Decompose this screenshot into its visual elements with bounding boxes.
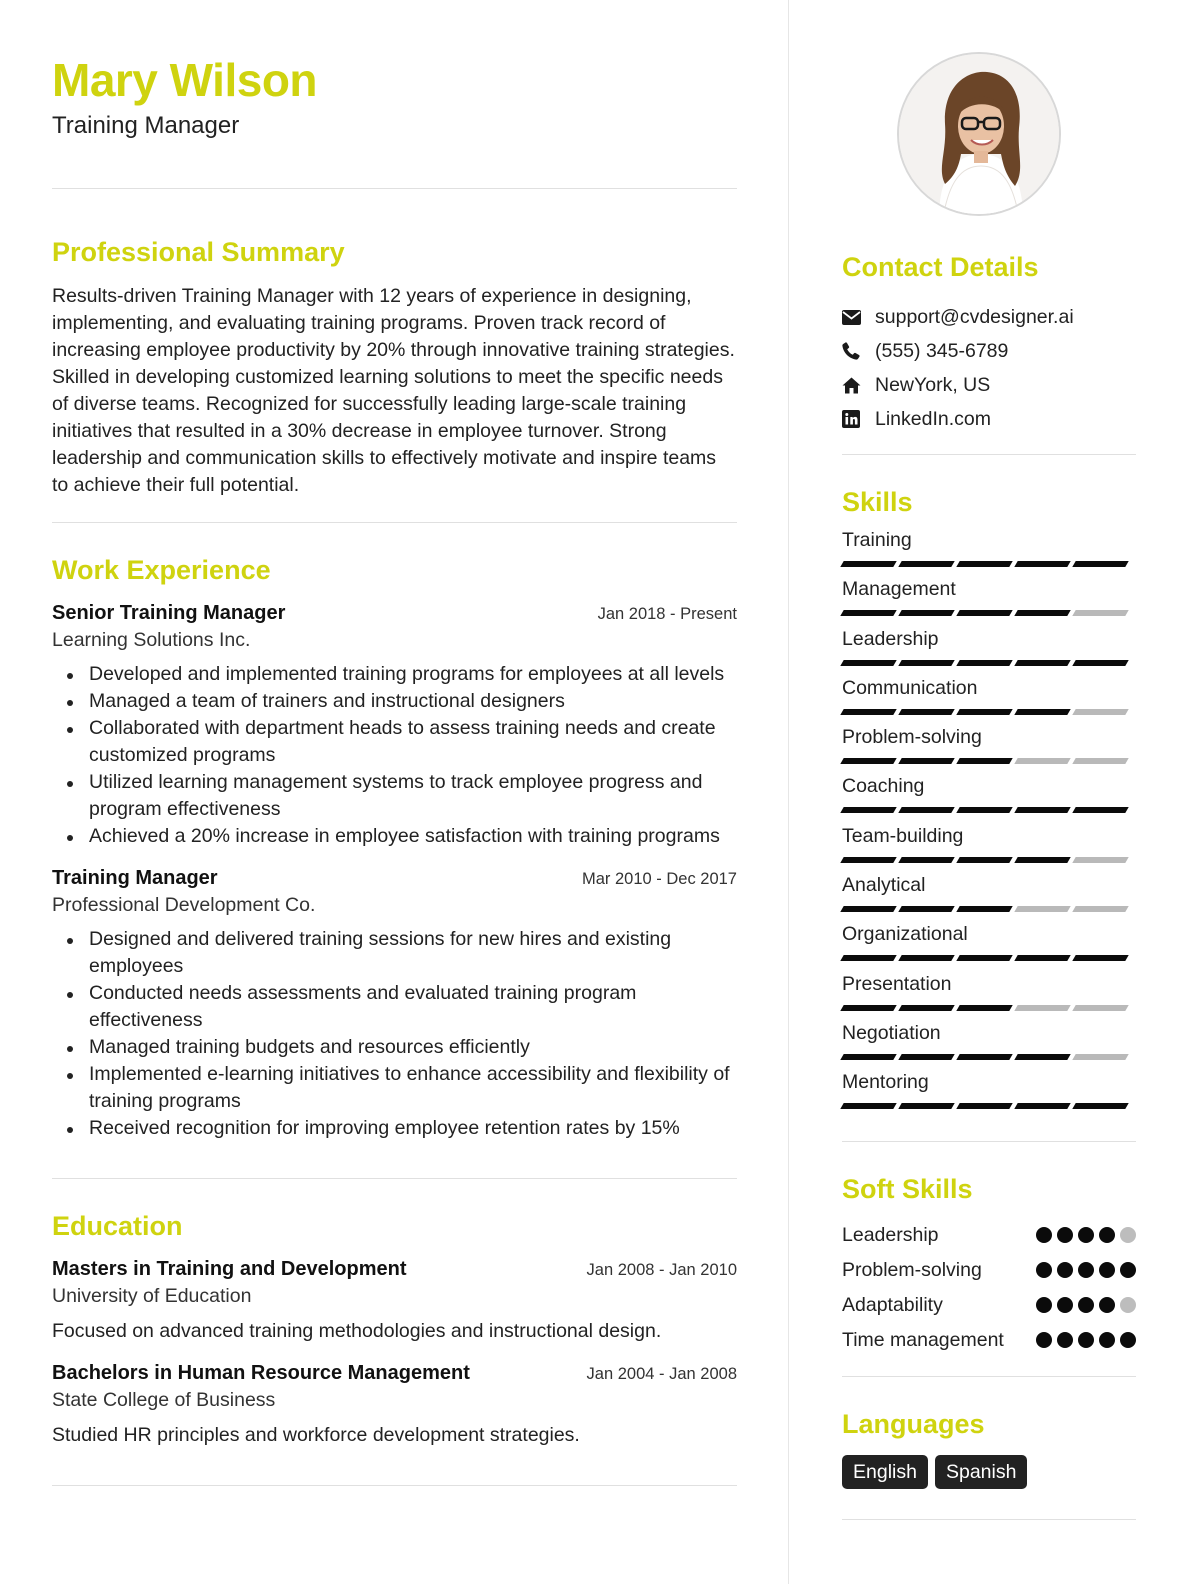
education-entry xyxy=(52,1359,737,1449)
degree: Bachelors in Human Resource Management xyxy=(52,1362,470,1384)
education-dates: Jan 2004 - Jan 2008 xyxy=(586,1365,737,1383)
list-item: Implemented e-learning initiatives to enhance accessibility and flexibility of training programs xyxy=(52,1061,737,1115)
skill-segment-filled xyxy=(1014,1054,1070,1060)
candidate-name: Mary Wilson xyxy=(52,54,318,106)
skill-segment-filled xyxy=(1014,561,1070,567)
skill-segment-filled xyxy=(1014,857,1070,863)
soft-skills-heading: Soft Skills xyxy=(842,1173,973,1204)
soft-skill-label: Leadership xyxy=(842,1223,939,1246)
rating-dot-filled xyxy=(1078,1227,1094,1243)
education-header xyxy=(52,1255,737,1283)
skill-segment-filled xyxy=(898,709,954,715)
divider xyxy=(842,1141,1136,1142)
skill-segment-empty xyxy=(1014,1005,1070,1011)
skill-segment-filled xyxy=(1072,660,1128,666)
skill-segment-filled xyxy=(898,660,954,666)
job-header xyxy=(52,599,737,627)
skill-segment-filled xyxy=(840,1103,896,1109)
skill-segment-filled xyxy=(956,758,1012,764)
skill-label: Team-building xyxy=(842,824,964,847)
skill-label: Training xyxy=(842,529,912,551)
rating-dot-filled xyxy=(1120,1332,1136,1348)
skill-segment-empty xyxy=(1014,906,1070,912)
skill-segment-filled xyxy=(840,857,896,863)
divider xyxy=(842,454,1136,455)
skill-segment-filled xyxy=(840,807,896,813)
skill-item xyxy=(842,626,1136,675)
skill-segment-filled xyxy=(898,906,954,912)
skill-label: Analytical xyxy=(842,874,926,897)
summary-heading: Professional Summary xyxy=(52,237,345,267)
skill-label: Problem-solving xyxy=(842,726,982,749)
skill-label: Coaching xyxy=(842,775,925,798)
contact-location xyxy=(842,368,1136,402)
column-divider xyxy=(788,0,789,1584)
candidate-title: Training Manager xyxy=(52,112,240,139)
skill-segment-filled xyxy=(956,1103,1012,1109)
list-item: Conducted needs assessments and evaluated training program effectiveness xyxy=(52,980,737,1034)
contact-linkedin[interactable] xyxy=(842,402,1136,436)
skill-segment-filled xyxy=(1014,807,1070,813)
skill-label: Organizational xyxy=(842,923,968,946)
divider xyxy=(842,1376,1136,1377)
skill-segment-filled xyxy=(898,610,954,616)
rating-dot-filled xyxy=(1099,1262,1115,1278)
job-entry xyxy=(52,864,737,1142)
skill-item xyxy=(842,823,1136,872)
skill-level-bar xyxy=(842,955,1136,961)
job-bullets xyxy=(52,661,737,850)
list-item: Collaborated with department heads to assess training needs and create customized programs xyxy=(52,715,737,769)
job-company: Learning Solutions Inc. xyxy=(52,629,251,651)
education-header xyxy=(52,1359,737,1387)
rating-dot-filled xyxy=(1099,1297,1115,1313)
rating-dot-filled xyxy=(1036,1297,1052,1313)
soft-skill-label: Problem-solving xyxy=(842,1258,982,1281)
skill-segment-empty xyxy=(1072,758,1128,764)
profile-photo xyxy=(897,52,1061,216)
school: State College of Business xyxy=(52,1389,276,1411)
skill-segment-empty xyxy=(1072,906,1128,912)
list-item: Achieved a 20% increase in employee satisfaction with training programs xyxy=(52,823,737,850)
skill-segment-filled xyxy=(840,955,896,961)
education-entry xyxy=(52,1255,737,1345)
job-dates: Mar 2010 - Dec 2017 xyxy=(581,870,737,888)
skills-heading: Skills xyxy=(842,487,913,517)
skills-list xyxy=(842,527,1136,1119)
divider xyxy=(52,522,737,523)
soft-skill-label: Adaptability xyxy=(842,1293,943,1316)
degree: Masters in Training and Development xyxy=(52,1258,407,1280)
skill-segment-filled xyxy=(956,906,1012,912)
linkedin-icon xyxy=(842,410,875,428)
rating-dot-filled xyxy=(1078,1262,1094,1278)
skill-segment-filled xyxy=(956,1054,1012,1060)
skill-item xyxy=(842,724,1136,773)
job-role: Senior Training Manager xyxy=(52,602,286,624)
rating-dot-filled xyxy=(1057,1227,1073,1243)
skill-label: Communication xyxy=(842,676,978,699)
skill-segment-empty xyxy=(1072,709,1128,715)
soft-skill-label: Time management xyxy=(842,1328,1004,1351)
rating-dot-filled xyxy=(1078,1297,1094,1313)
languages-heading: Languages xyxy=(842,1408,985,1439)
skill-segment-filled xyxy=(840,709,896,715)
soft-skill-item xyxy=(842,1222,1136,1249)
skill-level-bar xyxy=(842,1103,1136,1109)
school: University of Education xyxy=(52,1285,252,1307)
soft-skill-rating xyxy=(1036,1297,1136,1313)
skill-segment-filled xyxy=(898,561,954,567)
skill-segment-filled xyxy=(1014,1103,1070,1109)
skill-item xyxy=(842,872,1136,921)
skill-item xyxy=(842,921,1136,970)
profile-photo-image xyxy=(899,54,1061,216)
skill-segment-filled xyxy=(956,1005,1012,1011)
job-entry xyxy=(52,599,737,850)
rating-dot-filled xyxy=(1057,1297,1073,1313)
skill-segment-filled xyxy=(956,610,1012,616)
rating-dot-filled xyxy=(1057,1332,1073,1348)
skill-segment-filled xyxy=(956,807,1012,813)
skill-segment-filled xyxy=(956,955,1012,961)
envelope-icon xyxy=(842,310,875,325)
skill-segment-empty xyxy=(1072,1005,1128,1011)
skill-segment-empty xyxy=(1072,610,1128,616)
rating-dot-filled xyxy=(1036,1262,1052,1278)
skill-segment-empty xyxy=(1072,1054,1128,1060)
contact-phone[interactable] xyxy=(842,334,1136,368)
skill-label: Management xyxy=(842,578,956,601)
soft-skills-list xyxy=(842,1222,1136,1354)
education-dates: Jan 2008 - Jan 2010 xyxy=(586,1261,737,1279)
list-item: Developed and implemented training programs for employees at all levels xyxy=(52,661,737,688)
contact-heading: Contact Details xyxy=(842,252,1039,282)
education-heading: Education xyxy=(52,1211,183,1241)
job-role: Training Manager xyxy=(52,867,218,889)
skill-level-bar xyxy=(842,610,1136,616)
divider xyxy=(52,1485,737,1486)
skill-item xyxy=(842,576,1136,625)
experience-heading: Work Experience xyxy=(52,555,271,585)
job-company: Professional Development Co. xyxy=(52,894,316,916)
skill-segment-filled xyxy=(1014,660,1070,666)
skill-label: Negotiation xyxy=(842,1021,941,1044)
rating-dot-filled xyxy=(1036,1227,1052,1243)
divider xyxy=(52,188,737,189)
skill-segment-filled xyxy=(1072,561,1128,567)
skill-item xyxy=(842,773,1136,822)
skill-label: Leadership xyxy=(842,627,939,650)
skill-segment-filled xyxy=(898,857,954,863)
rating-dot-filled xyxy=(1099,1332,1115,1348)
rating-dot-empty xyxy=(1120,1297,1136,1313)
sidebar xyxy=(842,52,1136,1520)
skill-item xyxy=(842,1069,1136,1118)
contact-email-text: support@cvdesigner.ai xyxy=(875,305,1074,328)
skill-segment-filled xyxy=(956,857,1012,863)
skill-segment-empty xyxy=(1072,857,1128,863)
skill-level-bar xyxy=(842,807,1136,813)
skill-segment-filled xyxy=(898,758,954,764)
languages-list xyxy=(842,1455,1136,1489)
skill-item xyxy=(842,675,1136,724)
education-description: Studied HR principles and workforce development strategies. xyxy=(52,1424,580,1446)
skill-segment-filled xyxy=(840,660,896,666)
contact-location-text: NewYork, US xyxy=(875,373,991,396)
skill-item xyxy=(842,971,1136,1020)
skill-segment-filled xyxy=(898,1103,954,1109)
job-dates: Jan 2018 - Present xyxy=(597,605,737,623)
soft-skill-rating xyxy=(1036,1262,1136,1278)
skill-segment-filled xyxy=(840,1054,896,1060)
contact-email[interactable] xyxy=(842,300,1136,334)
list-item: Received recognition for improving employee retention rates by 15% xyxy=(52,1115,737,1142)
skill-level-bar xyxy=(842,906,1136,912)
main-column xyxy=(52,52,737,1486)
skill-segment-filled xyxy=(840,758,896,764)
list-item: Managed a team of trainers and instructional designers xyxy=(52,688,737,715)
skill-segment-filled xyxy=(956,561,1012,567)
rating-dot-filled xyxy=(1099,1227,1115,1243)
language-chip: Spanish xyxy=(935,1455,1027,1489)
skill-segment-filled xyxy=(898,955,954,961)
contact-phone-text: (555) 345-6789 xyxy=(875,339,1009,362)
job-bullets xyxy=(52,926,737,1142)
soft-skill-rating xyxy=(1036,1227,1136,1243)
skill-level-bar xyxy=(842,1054,1136,1060)
skill-segment-filled xyxy=(956,660,1012,666)
contact-linkedin-text: LinkedIn.com xyxy=(875,407,991,430)
divider xyxy=(842,1519,1136,1520)
skill-level-bar xyxy=(842,758,1136,764)
skill-segment-filled xyxy=(840,561,896,567)
rating-dot-filled xyxy=(1120,1262,1136,1278)
rating-dot-filled xyxy=(1036,1332,1052,1348)
skill-level-bar xyxy=(842,1005,1136,1011)
soft-skill-item xyxy=(842,1292,1136,1319)
skill-segment-empty xyxy=(1014,758,1070,764)
skill-segment-filled xyxy=(840,610,896,616)
language-chip: English xyxy=(842,1455,928,1489)
skill-item xyxy=(842,1020,1136,1069)
rating-dot-empty xyxy=(1120,1227,1136,1243)
skill-segment-filled xyxy=(956,709,1012,715)
skill-segment-filled xyxy=(1014,610,1070,616)
skill-item xyxy=(842,527,1136,576)
home-icon xyxy=(842,377,875,394)
contact-list xyxy=(842,300,1136,436)
skill-level-bar xyxy=(842,709,1136,715)
skill-segment-filled xyxy=(1072,807,1128,813)
skill-level-bar xyxy=(842,857,1136,863)
soft-skill-item xyxy=(842,1257,1136,1284)
phone-icon xyxy=(842,342,875,360)
list-item: Designed and delivered training sessions for new hires and existing employees xyxy=(52,926,737,980)
rating-dot-filled xyxy=(1057,1262,1073,1278)
job-header xyxy=(52,864,737,892)
soft-skill-item xyxy=(842,1327,1136,1354)
skill-segment-filled xyxy=(1072,955,1128,961)
skill-label: Presentation xyxy=(842,972,952,995)
skill-segment-filled xyxy=(1014,955,1070,961)
skill-segment-filled xyxy=(898,1005,954,1011)
skill-segment-filled xyxy=(1072,1103,1128,1109)
skill-segment-filled xyxy=(840,906,896,912)
divider xyxy=(52,1178,737,1179)
skill-segment-filled xyxy=(898,1054,954,1060)
skill-segment-filled xyxy=(898,807,954,813)
soft-skill-rating xyxy=(1036,1332,1136,1348)
list-item: Utilized learning management systems to track employee progress and program effectiveness xyxy=(52,769,737,823)
summary-text: Results-driven Training Manager with 12 years of experience in designing, implementing, and evaluating training programs. Proven track record of increasing employee productivity by 20% through innovative training strategies. Skilled in developing customized learning solutions to meet the specific needs of diverse teams. Recognized for successfully leading large-scale training initiatives that resulted in a 30% decrease in employee turnover. Strong leadership and communication skills to effectively motivate and inspire teams to achieve their full potential. xyxy=(52,285,735,496)
skill-level-bar xyxy=(842,561,1136,567)
skill-segment-filled xyxy=(840,1005,896,1011)
education-description: Focused on advanced training methodologies and instructional design. xyxy=(52,1320,662,1342)
list-item: Managed training budgets and resources efficiently xyxy=(52,1034,737,1061)
rating-dot-filled xyxy=(1078,1332,1094,1348)
skill-segment-filled xyxy=(1014,709,1070,715)
skill-label: Mentoring xyxy=(842,1071,929,1094)
skill-level-bar xyxy=(842,660,1136,666)
